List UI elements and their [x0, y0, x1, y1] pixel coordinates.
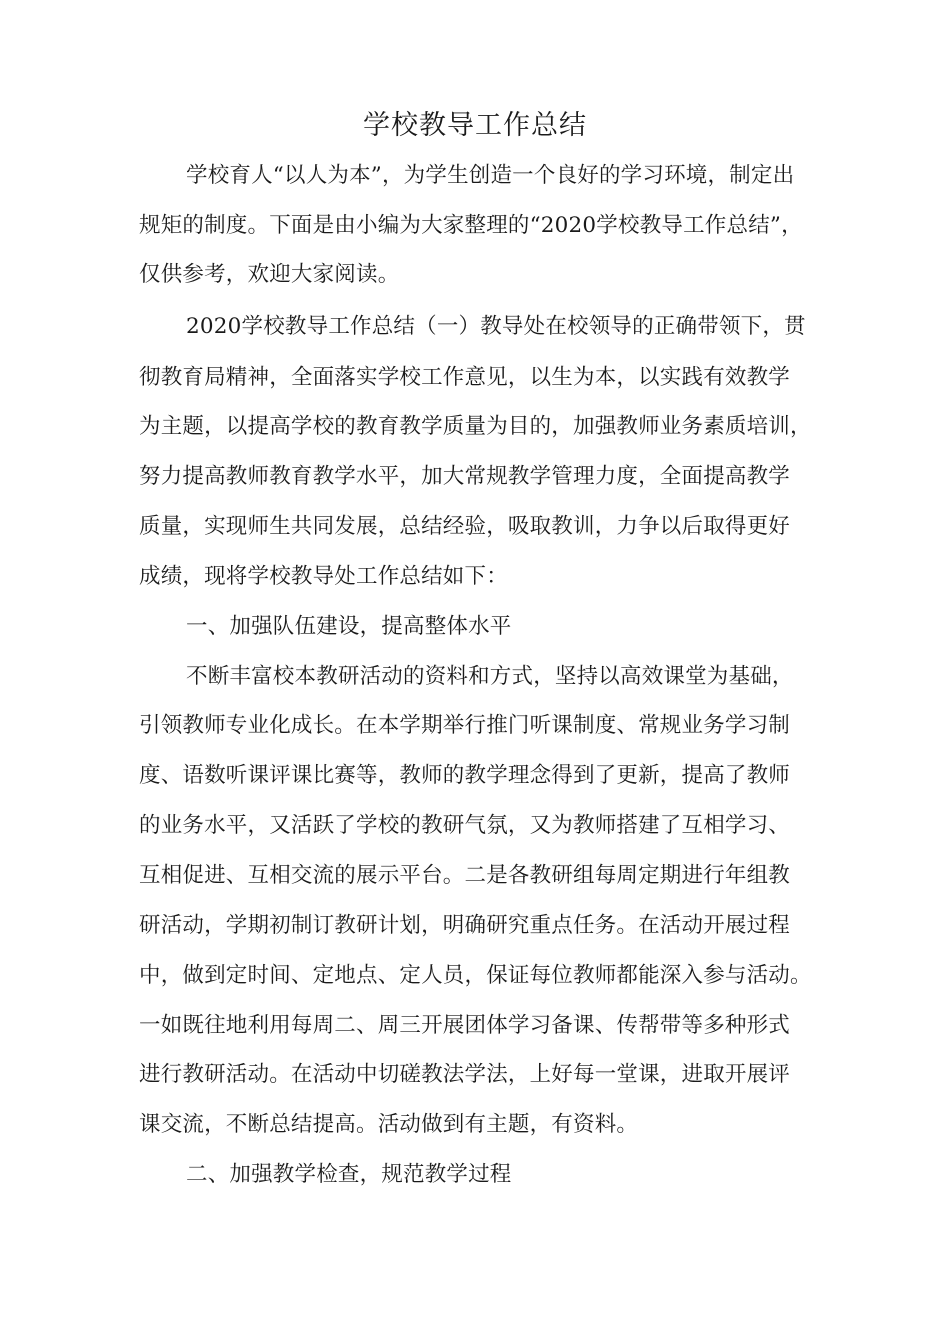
paragraph-line: 为主题，以提高学校的教育教学质量为目的，加强教师业务素质培训， — [139, 414, 812, 439]
section-heading: 一、加强队伍建设，提高整体水平 — [186, 614, 512, 639]
paragraph-line: 质量，实现师生共同发展，总结经验，吸取教训，力争以后取得更好 — [139, 514, 791, 539]
paragraph-line: 引领教师专业化成长。在本学期举行推门听课制度、常规业务学习制 — [139, 713, 791, 738]
paragraph-line: 努力提高教师教育教学水平，加大常规教学管理力度，全面提高教学 — [139, 464, 791, 489]
paragraph-line: 度、语数听课评课比赛等，教师的教学理念得到了更新，提高了教师 — [139, 763, 791, 788]
paragraph-line: 课交流，不断总结提高。活动做到有主题，有资料。 — [139, 1112, 639, 1137]
section-heading: 二、加强教学检查，规范教学过程 — [186, 1162, 512, 1187]
paragraph-line: 仅供参考，欢迎大家阅读。 — [139, 262, 400, 287]
paragraph-line: 互相促进、互相交流的展示平台。二是各教研组每周定期进行年组教 — [139, 863, 791, 888]
paragraph-line: 彻教育局精神，全面落实学校工作意见，以生为本，以实践有效教学 — [139, 365, 791, 390]
paragraph-line: 规矩的制度。下面是由小编为大家整理的“2020学校教导工作总结”， — [139, 213, 803, 238]
paragraph-line: 的业务水平，又活跃了学校的教研气氛，又为教师搭建了互相学习、 — [139, 813, 791, 838]
paragraph-line: 不断丰富校本教研活动的资料和方式，坚持以高效课堂为基础， — [186, 664, 794, 689]
paragraph-line: 一如既往地利用每周二、周三开展团体学习备课、传帮带等多种形式 — [139, 1013, 791, 1038]
page-title: 学校教导工作总结 — [363, 110, 587, 141]
paragraph-line: 研活动，学期初制订教研计划，明确研究重点任务。在活动开展过程 — [139, 913, 791, 938]
paragraph-line: 2020学校教导工作总结（一）教导处在校领导的正确带领下，贯 — [186, 314, 806, 339]
paragraph-line: 中，做到定时间、定地点、定人员，保证每位教师都能深入参与活动。 — [139, 963, 812, 988]
paragraph-line: 进行教研活动。在活动中切磋教法学法，上好每一堂课，进取开展评 — [139, 1062, 791, 1087]
paragraph-line: 学校育人“以人为本”，为学生创造一个良好的学习环境，制定出 — [186, 163, 795, 188]
paragraph-line: 成绩，现将学校教导处工作总结如下： — [139, 564, 508, 589]
